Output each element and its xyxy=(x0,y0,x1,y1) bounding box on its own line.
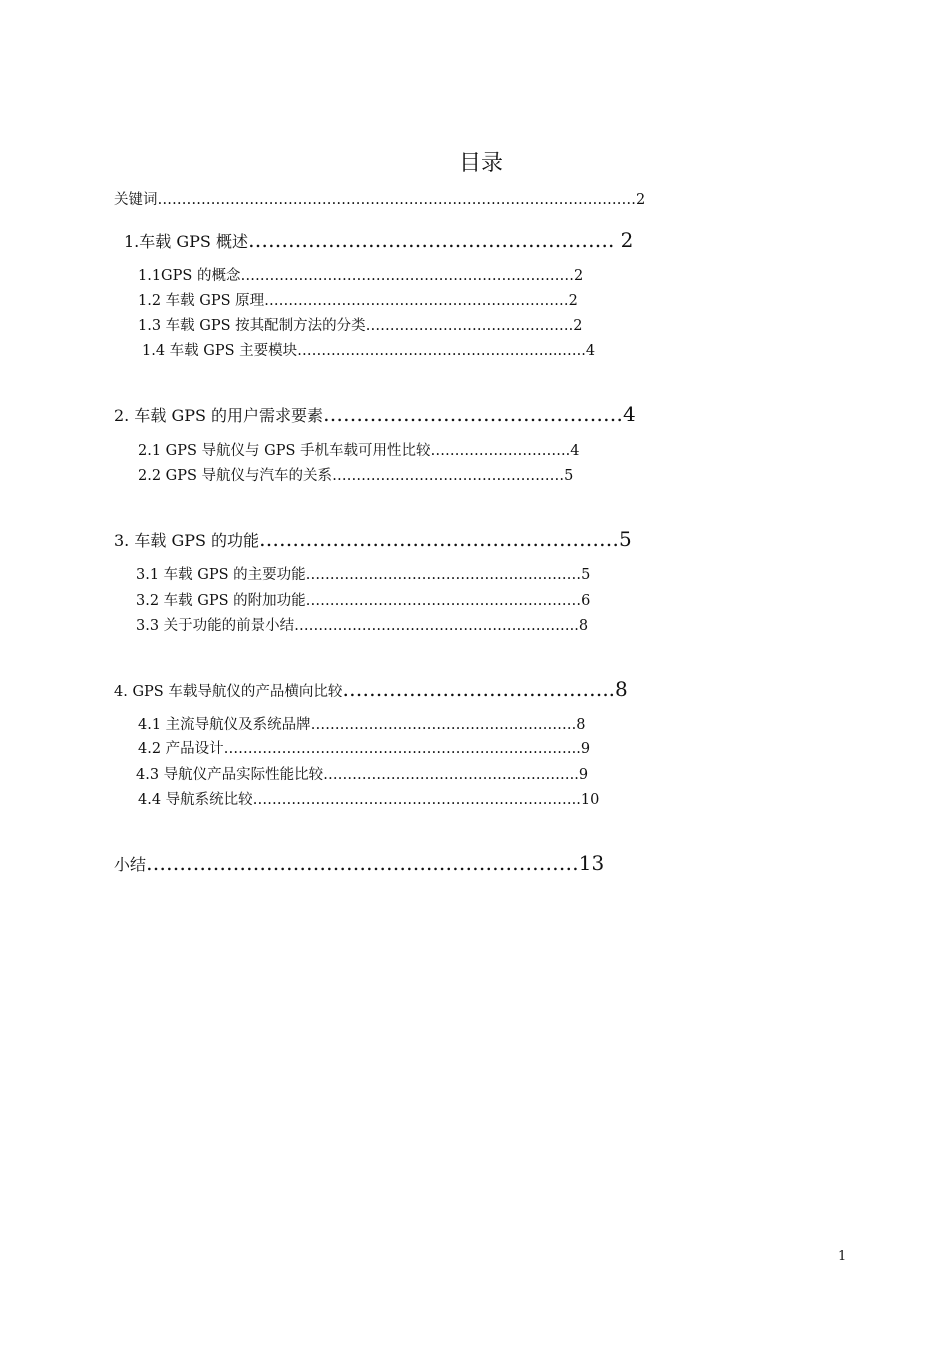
toc-entry-leader: ……………………….. xyxy=(430,443,571,459)
toc-entry-4-2[interactable] xyxy=(138,739,590,759)
toc-title: 目录 xyxy=(458,151,503,176)
toc-entry-page: 4 xyxy=(623,402,636,426)
toc-entry-page: 2 xyxy=(614,228,634,252)
toc-entry-page: 2 xyxy=(573,268,584,284)
toc-entry-page: 9 xyxy=(578,767,589,783)
toc-entry-leader: ……………………………………………………………….. xyxy=(223,741,581,757)
toc-entry-2-2[interactable] xyxy=(138,466,573,486)
toc-entry-leader: …………………………………………………………… xyxy=(240,268,574,284)
toc-entry-leader: ………………………………………… xyxy=(332,468,565,484)
toc-entry-label: 1.3 车载 GPS 按其配制方法的分类 xyxy=(138,318,366,334)
toc-entry-page: 5 xyxy=(619,527,632,551)
toc-entry-page: 4 xyxy=(570,443,580,459)
toc-entry-keywords[interactable] xyxy=(114,190,645,210)
toc-entry-2-1[interactable] xyxy=(138,441,580,461)
toc-entry-label: 3.1 车载 GPS 的主要功能 xyxy=(136,567,306,583)
toc-entry-label: 3.2 车载 GPS 的附加功能 xyxy=(136,593,306,609)
toc-entry-2[interactable] xyxy=(114,402,636,428)
toc-entry-label: 4. GPS 车载导航仪的产品横向比较 xyxy=(114,684,343,700)
toc-entry-3-1[interactable] xyxy=(136,565,590,585)
toc-entry-page: 9 xyxy=(580,741,591,757)
toc-entry-leader: ……………………………………………....….. xyxy=(297,343,586,359)
toc-entry-1[interactable] xyxy=(124,228,633,254)
toc-entry-leader: ………………………………………………. xyxy=(310,717,577,733)
toc-entry-4-1[interactable] xyxy=(138,715,586,735)
toc-entry-summary[interactable] xyxy=(114,851,604,877)
toc-entry-label: 4.1 主流导航仪及系统品牌 xyxy=(138,717,311,733)
toc-entry-page: 13 xyxy=(578,851,605,875)
page-number: 1 xyxy=(838,1249,847,1264)
toc-entry-leader: ………………………………………………….. xyxy=(294,618,579,634)
toc-entry-page: 8 xyxy=(615,677,628,701)
toc-entry-label: 关键词 xyxy=(114,192,158,208)
toc-entry-label: 小结 xyxy=(114,855,147,874)
toc-entry-4-4[interactable] xyxy=(138,790,599,810)
toc-entry-label: 1.车载 GPS 概述 xyxy=(124,232,248,251)
toc-entry-page: 10 xyxy=(580,792,600,808)
toc-entry-1-3[interactable] xyxy=(138,316,583,336)
toc-entry-3-3[interactable] xyxy=(136,616,588,636)
toc-entry-page: 4 xyxy=(585,343,596,359)
toc-entry-leader: ……………………………………………… xyxy=(259,527,620,551)
toc-entry-label: 3. 车载 GPS 的功能 xyxy=(114,531,260,550)
toc-entry-leader: ……………………………………..………………… xyxy=(146,851,579,875)
toc-entry-label: 3.3 关于功能的前景小结 xyxy=(136,618,295,634)
toc-entry-page: 8 xyxy=(578,618,589,634)
toc-entry-leader: ……………………………………. xyxy=(365,318,574,334)
toc-entry-label: 1.4 车载 GPS 主要模块 xyxy=(142,343,298,359)
toc-entry-label: 2.1 GPS 导航仪与 GPS 手机车载可用性比较 xyxy=(138,443,431,459)
toc-entry-page: 8 xyxy=(576,717,586,733)
toc-entry-4[interactable] xyxy=(114,677,628,704)
toc-entry-leader: ……………………………………… xyxy=(323,402,624,426)
toc-entry-label: 4.4 导航系统比较 xyxy=(138,792,253,808)
toc-entry-page: 2 xyxy=(568,293,578,309)
toc-entry-page: 6 xyxy=(581,593,591,609)
toc-entry-page: 5 xyxy=(564,468,574,484)
toc-entry-leader: …………………………………………….. xyxy=(323,767,579,783)
toc-entry-label: 1.2 车载 GPS 原理 xyxy=(138,293,265,309)
toc-entry-3-2[interactable] xyxy=(136,591,590,611)
toc-entry-page: 2 xyxy=(636,192,646,208)
toc-entry-page: 5 xyxy=(581,567,591,583)
toc-entry-label: 4.3 导航仪产品实际性能比较 xyxy=(136,767,324,783)
toc-entry-leader: ………………………………………………………….. xyxy=(252,792,581,808)
toc-entry-label: 4.2 产品设计 xyxy=(138,741,224,757)
toc-entry-1-4[interactable] xyxy=(142,341,595,361)
toc-entry-label: 2. 车载 GPS 的用户需求要素 xyxy=(114,406,324,425)
toc-entry-4-3[interactable] xyxy=(136,765,588,785)
toc-entry-label: 1.1GPS 的概念 xyxy=(138,268,241,284)
toc-entry-3[interactable] xyxy=(114,527,632,553)
toc-entry-leader: ………………………………….. xyxy=(342,677,616,701)
toc-entry-1-2[interactable] xyxy=(138,291,578,311)
toc-entry-1-1[interactable] xyxy=(138,266,583,286)
toc-entry-page: 2 xyxy=(573,318,583,334)
toc-entry-leader: ………………………………………………. xyxy=(247,228,615,252)
toc-entry-leader: ………………………………………………… xyxy=(305,593,582,609)
toc-entry-leader: ………………………………………………… xyxy=(305,567,582,583)
toc-entry-leader: ……………………………………………………… xyxy=(264,293,569,309)
toc-entry-label: 2.2 GPS 导航仪与汽车的关系 xyxy=(138,468,333,484)
toc-entry-leader: ……………………………………………………………………………………… xyxy=(157,192,636,208)
